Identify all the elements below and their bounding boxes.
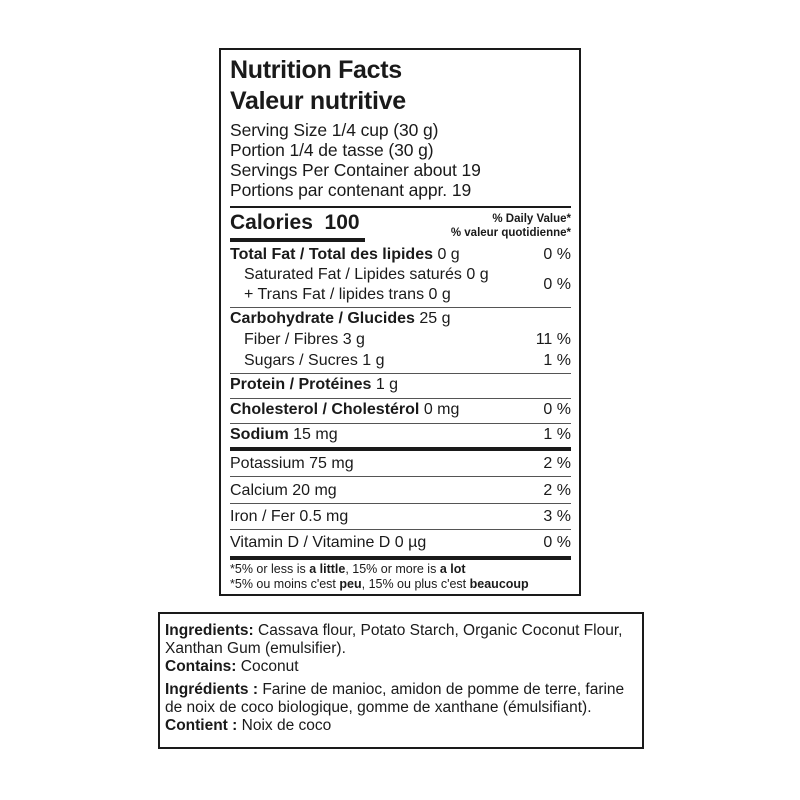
daily-value-header [451,212,571,240]
pct: 0 % [543,401,571,418]
label: Sugars / Sucres 1 g [244,352,385,369]
pct: 0 % [543,276,571,293]
row-calcium [230,481,571,501]
text: beaucoup [469,577,529,591]
pct: 1 % [543,426,571,443]
dv-en: % Daily Value* [492,213,571,225]
footnote-fr [230,577,529,592]
row-trans-fat [230,285,571,305]
pct: 1 % [543,352,571,369]
label: Ingrédients : [165,681,259,698]
label: Protein / Protéines [230,376,372,393]
pct: 0 % [543,246,571,263]
divider [230,476,571,477]
label: Saturated Fat / Lipides saturés 0 g [244,266,489,283]
ingredients-panel [158,612,644,749]
servings-en: Servings Per Container about 19 [230,160,481,180]
row-cholesterol [230,400,571,420]
label: Total Fat / Total des lipides [230,246,433,263]
amount: 1 g [375,376,399,393]
ingredients-fr [165,681,638,717]
calories-underline [230,238,365,242]
pct: 2 % [543,455,571,472]
ingredients-en [165,622,638,658]
text: , 15% or more is [345,562,440,576]
divider [230,503,571,504]
label: Vitamin D / Vitamine D 0 µg [230,534,427,551]
label: Contains: [165,658,237,675]
row-sugars [230,351,571,371]
text: , 15% ou plus c'est [361,577,470,591]
thick-divider [230,556,571,560]
text: peu [339,577,362,591]
pct: 2 % [543,482,571,499]
divider [230,206,571,208]
label: Sodium [230,426,289,443]
text: Coconut [236,658,299,675]
calories-label: Calories [230,211,313,234]
servings-fr: Portions par contenant appr. 19 [230,180,472,200]
row-protein [230,375,571,395]
pct: 11 % [535,331,571,348]
label: Calcium 20 mg [230,482,337,499]
row-saturated-fat [230,265,571,285]
nutrition-facts-panel [219,48,581,596]
pct: 0 % [543,534,571,551]
calories-value: 100 [324,211,360,234]
thick-divider [230,447,571,451]
label: + Trans Fat / lipides trans 0 g [244,286,451,303]
contains-en [165,658,638,676]
text: *5% or less is [230,562,310,576]
serving-size-fr: Portion 1/4 de tasse (30 g) [230,140,434,160]
label: Potassium 75 mg [230,455,354,472]
row-potassium [230,454,571,474]
footnote-en [230,562,466,577]
text: Cassava flour, Potato Starch, Organic Coconut Flour, Xanthan Gum (emulsifier). [165,622,623,657]
divider [230,423,571,424]
serving-size-en: Serving Size 1/4 cup (30 g) [230,120,439,140]
text: Noix de coco [237,717,332,734]
divider [230,529,571,530]
label: Carbohydrate / Glucides [230,310,415,327]
row-total-fat [230,245,571,265]
row-carbohydrate [230,309,571,329]
contains-fr [165,717,638,735]
text: a lot [439,562,466,576]
divider [230,373,571,374]
divider [230,398,571,399]
calories [230,210,360,236]
row-sodium [230,425,571,445]
divider [230,307,571,308]
amount: 25 g [419,310,451,327]
amount: 15 mg [293,426,338,443]
row-iron [230,507,571,527]
row-vitamin-d [230,533,571,553]
row-fiber [230,330,571,350]
label: Fiber / Fibres 3 g [244,331,365,348]
amount: 0 g [437,246,460,263]
text: a little [309,562,346,576]
title-fr: Valeur nutritive [230,87,406,115]
text: Farine de manioc, amidon de pomme de terre, farine de noix de coco biologique, gomme de xanthane (émulsifiant). [165,681,625,716]
title-en: Nutrition Facts [230,56,402,84]
label: Iron / Fer 0.5 mg [230,508,349,525]
label: Contient : [165,717,238,734]
amount: 0 mg [423,401,460,418]
text: *5% ou moins c'est [230,577,340,591]
label: Cholesterol / Cholestérol [230,401,420,418]
label: Ingredients: [165,622,254,639]
pct: 3 % [543,508,571,525]
dv-fr: % valeur quotidienne* [450,227,571,239]
